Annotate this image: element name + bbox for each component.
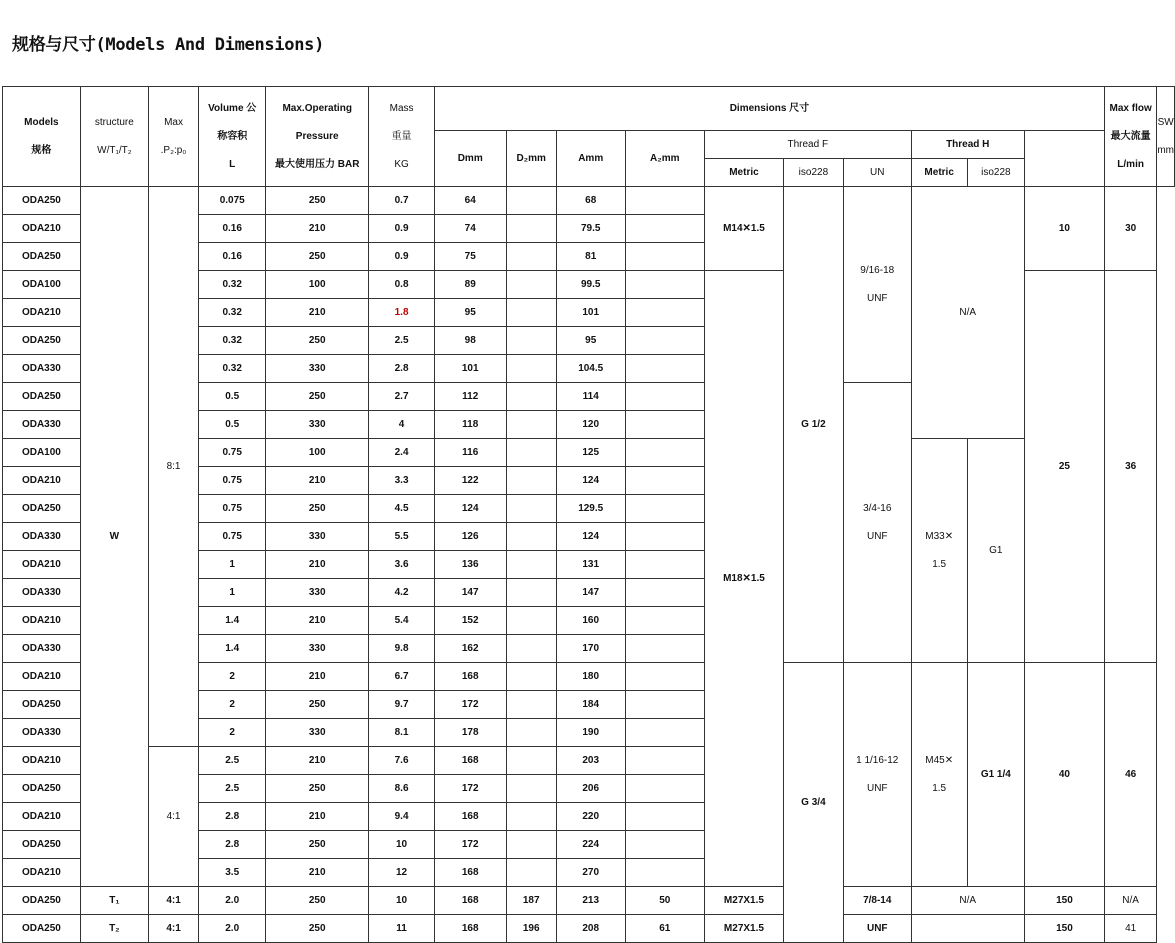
dmm-cell: 126	[434, 523, 506, 551]
a2mm-cell	[625, 831, 704, 859]
thread-h-metric-cell: M45✕ 1.5	[911, 663, 967, 887]
max-flow-cell: 40	[1024, 663, 1104, 887]
mass-cell: 2.4	[369, 439, 435, 467]
pressure-cell: 210	[266, 299, 369, 327]
volume-cell: 0.32	[199, 355, 266, 383]
amm-cell: 104.5	[556, 355, 625, 383]
pressure-cell: 330	[266, 719, 369, 747]
model-cell: ODA250	[3, 691, 81, 719]
mass-cell: 12	[369, 859, 435, 887]
structure-cell: T₁	[80, 887, 148, 915]
d2mm-cell	[506, 691, 556, 719]
model-cell: ODA330	[3, 635, 81, 663]
header-dmm: Dmm	[434, 131, 506, 187]
header-a2mm: A₂mm	[625, 131, 704, 187]
d2mm-cell	[506, 607, 556, 635]
dmm-cell: 101	[434, 355, 506, 383]
mass-cell: 2.5	[369, 327, 435, 355]
pressure-cell: 250	[266, 495, 369, 523]
d2mm-cell	[506, 719, 556, 747]
dmm-cell: 75	[434, 243, 506, 271]
volume-cell: 1	[199, 579, 266, 607]
a2mm-cell	[625, 523, 704, 551]
thread-f-iso-cell: G 3/4	[783, 663, 843, 943]
thread-f-un-cell: 3/4-16 UNF	[843, 383, 911, 663]
amm-cell: 124	[556, 467, 625, 495]
amm-cell: 95	[556, 327, 625, 355]
volume-cell: 2	[199, 691, 266, 719]
page-title: 规格与尺寸(Models And Dimensions)	[12, 35, 325, 55]
pressure-cell: 330	[266, 411, 369, 439]
thread-f-un-cell: 7/8-14	[843, 887, 911, 915]
pressure-cell: 330	[266, 579, 369, 607]
d2mm-cell	[506, 383, 556, 411]
sw-cell: N/A	[1104, 887, 1156, 915]
mass-cell: 10	[369, 831, 435, 859]
thread-f-un-cell: 1 1/16-12 UNF	[843, 663, 911, 887]
pressure-cell: 330	[266, 635, 369, 663]
dmm-cell: 172	[434, 831, 506, 859]
a2mm-cell	[625, 551, 704, 579]
a2mm-cell	[625, 495, 704, 523]
amm-cell: 99.5	[556, 271, 625, 299]
dmm-cell: 112	[434, 383, 506, 411]
table-row	[3, 915, 1175, 943]
dmm-cell: 118	[434, 411, 506, 439]
thread-f-metric-cell: M27X1.5	[705, 915, 784, 943]
d2mm-cell	[506, 215, 556, 243]
a2mm-cell	[625, 299, 704, 327]
ratio-cell: 8:1	[148, 187, 198, 747]
max-flow-cell: 150	[1024, 887, 1104, 915]
header-thread-h: Thread H	[911, 131, 1024, 159]
dmm-cell: 74	[434, 215, 506, 243]
header-structure: structure W/T₁/T₂	[80, 87, 148, 187]
mass-cell: 4.2	[369, 579, 435, 607]
pressure-cell: 250	[266, 775, 369, 803]
dmm-cell: 178	[434, 719, 506, 747]
volume-cell: 1.4	[199, 607, 266, 635]
pressure-cell: 210	[266, 859, 369, 887]
model-cell: ODA250	[3, 831, 81, 859]
d2mm-cell: 187	[506, 887, 556, 915]
dmm-cell: 172	[434, 775, 506, 803]
mass-cell: 9.7	[369, 691, 435, 719]
structure-cell: W	[80, 187, 148, 887]
a2mm-cell	[625, 859, 704, 887]
volume-cell: 0.32	[199, 271, 266, 299]
mass-cell: 6.7	[369, 663, 435, 691]
a2mm-cell: 50	[625, 887, 704, 915]
d2mm-cell: 196	[506, 915, 556, 943]
amm-cell: 131	[556, 551, 625, 579]
amm-cell: 125	[556, 439, 625, 467]
mass-cell: 9.4	[369, 803, 435, 831]
volume-cell: 0.16	[199, 215, 266, 243]
max-flow-cell: 25	[1024, 271, 1104, 663]
model-cell: ODA210	[3, 859, 81, 887]
a2mm-cell	[625, 803, 704, 831]
header-f-un: UN	[843, 159, 911, 187]
d2mm-cell	[506, 635, 556, 663]
volume-cell: 2	[199, 663, 266, 691]
d2mm-cell	[506, 663, 556, 691]
model-cell: ODA210	[3, 215, 81, 243]
amm-cell: 180	[556, 663, 625, 691]
amm-cell: 213	[556, 887, 625, 915]
d2mm-cell	[506, 411, 556, 439]
mass-cell: 2.8	[369, 355, 435, 383]
amm-cell: 160	[556, 607, 625, 635]
dmm-cell: 98	[434, 327, 506, 355]
dmm-cell: 122	[434, 467, 506, 495]
dmm-cell: 147	[434, 579, 506, 607]
a2mm-cell	[625, 635, 704, 663]
header-sw: SW mm	[1157, 87, 1175, 187]
header-d2mm: D₂mm	[506, 131, 556, 187]
sw-cell: 41	[1104, 915, 1156, 943]
amm-cell: 114	[556, 383, 625, 411]
sw-cell: 30	[1104, 187, 1156, 271]
mass-cell: 4.5	[369, 495, 435, 523]
d2mm-cell	[506, 579, 556, 607]
a2mm-cell: 61	[625, 915, 704, 943]
model-cell: ODA330	[3, 579, 81, 607]
a2mm-cell	[625, 775, 704, 803]
dmm-cell: 64	[434, 187, 506, 215]
header-max-ratio: Max .P₂:p₀	[148, 87, 198, 187]
d2mm-cell	[506, 299, 556, 327]
pressure-cell: 250	[266, 831, 369, 859]
amm-cell: 190	[556, 719, 625, 747]
pressure-cell: 210	[266, 747, 369, 775]
a2mm-cell	[625, 467, 704, 495]
dmm-cell: 89	[434, 271, 506, 299]
volume-cell: 2.0	[199, 887, 266, 915]
thread-f-iso-cell: G 1/2	[783, 187, 843, 663]
pressure-cell: 210	[266, 551, 369, 579]
header-thread-f: Thread F	[705, 131, 912, 159]
a2mm-cell	[625, 383, 704, 411]
model-cell: ODA210	[3, 467, 81, 495]
model-cell: ODA250	[3, 327, 81, 355]
amm-cell: 206	[556, 775, 625, 803]
dmm-cell: 152	[434, 607, 506, 635]
d2mm-cell	[506, 271, 556, 299]
model-cell: ODA210	[3, 607, 81, 635]
a2mm-cell	[625, 719, 704, 747]
a2mm-cell	[625, 691, 704, 719]
thread-f-metric-cell: M14✕1.5	[705, 187, 784, 271]
mass-cell: 9.8	[369, 635, 435, 663]
pressure-cell: 250	[266, 915, 369, 943]
a2mm-cell	[625, 607, 704, 635]
thread-f-metric-cell: M27X1.5	[705, 887, 784, 915]
pressure-cell: 250	[266, 691, 369, 719]
d2mm-cell	[506, 467, 556, 495]
header-max-flow: Max flow 最大流量 L/min	[1104, 87, 1156, 187]
d2mm-cell	[506, 327, 556, 355]
mass-cell: 11	[369, 915, 435, 943]
amm-cell: 270	[556, 859, 625, 887]
d2mm-cell	[506, 355, 556, 383]
model-cell: ODA210	[3, 551, 81, 579]
thread-h-cell: N/A	[911, 187, 1024, 439]
mass-cell: 0.9	[369, 215, 435, 243]
pressure-cell: 210	[266, 215, 369, 243]
dmm-cell: 168	[434, 803, 506, 831]
amm-cell: 79.5	[556, 215, 625, 243]
d2mm-cell	[506, 243, 556, 271]
header-f-metric: Metric	[705, 159, 784, 187]
dmm-cell: 116	[434, 439, 506, 467]
thread-h-iso-cell: G1 1/4	[967, 663, 1024, 887]
max-flow-cell: 10	[1024, 187, 1104, 271]
volume-cell: 2.5	[199, 747, 266, 775]
volume-cell: 0.75	[199, 523, 266, 551]
amm-cell: 129.5	[556, 495, 625, 523]
mass-cell: 4	[369, 411, 435, 439]
header-h-iso228: iso228	[967, 159, 1024, 187]
model-cell: ODA100	[3, 271, 81, 299]
amm-cell: 184	[556, 691, 625, 719]
header-models: Models 规格	[3, 87, 81, 187]
a2mm-cell	[625, 439, 704, 467]
ratio-cell: 4:1	[148, 747, 198, 887]
amm-cell: 120	[556, 411, 625, 439]
amm-cell: 101	[556, 299, 625, 327]
model-cell: ODA330	[3, 523, 81, 551]
amm-cell: 147	[556, 579, 625, 607]
thread-f-un-cell: 9/16-18 UNF	[843, 187, 911, 383]
header-pressure: Max.Operating Pressure 最大使用压力 BAR	[266, 87, 369, 187]
d2mm-cell	[506, 747, 556, 775]
a2mm-cell	[625, 411, 704, 439]
header-f-iso228: iso228	[783, 159, 843, 187]
model-cell: ODA250	[3, 915, 81, 943]
dmm-cell: 168	[434, 887, 506, 915]
volume-cell: 2.8	[199, 831, 266, 859]
pressure-cell: 210	[266, 663, 369, 691]
mass-cell: 0.8	[369, 271, 435, 299]
volume-cell: 0.75	[199, 495, 266, 523]
model-cell: ODA210	[3, 299, 81, 327]
model-cell: ODA250	[3, 495, 81, 523]
model-cell: ODA210	[3, 663, 81, 691]
pressure-cell: 330	[266, 523, 369, 551]
amm-cell: 203	[556, 747, 625, 775]
table-row	[3, 887, 1175, 915]
model-cell: ODA330	[3, 719, 81, 747]
volume-cell: 0.32	[199, 299, 266, 327]
thread-h-metric-cell: M33✕ 1.5	[911, 439, 967, 663]
header-mass: Mass 重量 KG	[369, 87, 435, 187]
volume-cell: 0.16	[199, 243, 266, 271]
pressure-cell: 250	[266, 243, 369, 271]
ratio-cell: 4:1	[148, 887, 198, 915]
a2mm-cell	[625, 327, 704, 355]
dmm-cell: 136	[434, 551, 506, 579]
model-cell: ODA210	[3, 747, 81, 775]
pressure-cell: 250	[266, 887, 369, 915]
model-cell: ODA250	[3, 243, 81, 271]
mass-cell: 7.6	[369, 747, 435, 775]
header-dimensions: Dimensions 尺寸	[434, 87, 1104, 131]
dmm-cell: 172	[434, 691, 506, 719]
volume-cell: 0.75	[199, 439, 266, 467]
model-cell: ODA250	[3, 383, 81, 411]
pressure-cell: 100	[266, 271, 369, 299]
dmm-cell: 95	[434, 299, 506, 327]
thread-f-un-cell: UNF	[843, 915, 911, 943]
mass-cell: 0.9	[369, 243, 435, 271]
amm-cell: 68	[556, 187, 625, 215]
dmm-cell: 168	[434, 663, 506, 691]
mass-cell: 3.3	[369, 467, 435, 495]
dmm-cell: 168	[434, 859, 506, 887]
volume-cell: 3.5	[199, 859, 266, 887]
mass-cell: 5.5	[369, 523, 435, 551]
amm-cell: 124	[556, 523, 625, 551]
model-cell: ODA210	[3, 803, 81, 831]
volume-cell: 2.8	[199, 803, 266, 831]
header-h-metric: Metric	[911, 159, 967, 187]
model-cell: ODA250	[3, 187, 81, 215]
model-cell: ODA330	[3, 411, 81, 439]
d2mm-cell	[506, 859, 556, 887]
thread-h-cell	[911, 915, 1024, 943]
volume-cell: 2.5	[199, 775, 266, 803]
dmm-cell: 124	[434, 495, 506, 523]
amm-cell: 81	[556, 243, 625, 271]
d2mm-cell	[506, 187, 556, 215]
pressure-cell: 250	[266, 383, 369, 411]
pressure-cell: 210	[266, 467, 369, 495]
pressure-cell: 250	[266, 187, 369, 215]
volume-cell: 0.075	[199, 187, 266, 215]
thread-h-cell: N/A	[911, 887, 1024, 915]
thread-f-metric-cell: M18✕1.5	[705, 271, 784, 887]
dmm-cell: 162	[434, 635, 506, 663]
sw-cell: 36	[1104, 271, 1156, 663]
pressure-cell: 330	[266, 355, 369, 383]
amm-cell: 220	[556, 803, 625, 831]
d2mm-cell	[506, 831, 556, 859]
amm-cell: 170	[556, 635, 625, 663]
dmm-cell: 168	[434, 747, 506, 775]
sw-cell: 46	[1104, 663, 1156, 887]
model-cell: ODA100	[3, 439, 81, 467]
volume-cell: 0.5	[199, 411, 266, 439]
model-cell: ODA250	[3, 775, 81, 803]
table-row	[3, 187, 1175, 215]
ratio-cell: 4:1	[148, 915, 198, 943]
mass-cell: 8.6	[369, 775, 435, 803]
pressure-cell: 250	[266, 327, 369, 355]
pressure-cell: 210	[266, 607, 369, 635]
a2mm-cell	[625, 243, 704, 271]
a2mm-cell	[625, 187, 704, 215]
mass-cell: 1.8	[369, 299, 435, 327]
thread-h-iso-cell: G1	[967, 439, 1024, 663]
header-volume: Volume 公 称容积 L	[199, 87, 266, 187]
a2mm-cell	[625, 215, 704, 243]
d2mm-cell	[506, 523, 556, 551]
d2mm-cell	[506, 775, 556, 803]
d2mm-cell	[506, 803, 556, 831]
a2mm-cell	[625, 355, 704, 383]
amm-cell: 224	[556, 831, 625, 859]
dmm-cell: 168	[434, 915, 506, 943]
a2mm-cell	[625, 579, 704, 607]
pressure-cell: 100	[266, 439, 369, 467]
model-cell: ODA250	[3, 887, 81, 915]
volume-cell: 1	[199, 551, 266, 579]
mass-cell: 2.7	[369, 383, 435, 411]
volume-cell: 0.75	[199, 467, 266, 495]
volume-cell: 0.32	[199, 327, 266, 355]
a2mm-cell	[625, 663, 704, 691]
mass-cell: 5.4	[369, 607, 435, 635]
amm-cell: 208	[556, 915, 625, 943]
volume-cell: 1.4	[199, 635, 266, 663]
volume-cell: 0.5	[199, 383, 266, 411]
header-amm: Amm	[556, 131, 625, 187]
mass-cell: 8.1	[369, 719, 435, 747]
max-flow-cell: 150	[1024, 915, 1104, 943]
a2mm-cell	[625, 271, 704, 299]
a2mm-cell	[625, 747, 704, 775]
d2mm-cell	[506, 495, 556, 523]
d2mm-cell	[506, 551, 556, 579]
structure-cell: T₂	[80, 915, 148, 943]
pressure-cell: 210	[266, 803, 369, 831]
mass-cell: 3.6	[369, 551, 435, 579]
model-cell: ODA330	[3, 355, 81, 383]
volume-cell: 2.0	[199, 915, 266, 943]
volume-cell: 2	[199, 719, 266, 747]
models-dimensions-table	[2, 86, 1175, 943]
mass-cell: 10	[369, 887, 435, 915]
mass-cell: 0.7	[369, 187, 435, 215]
d2mm-cell	[506, 439, 556, 467]
